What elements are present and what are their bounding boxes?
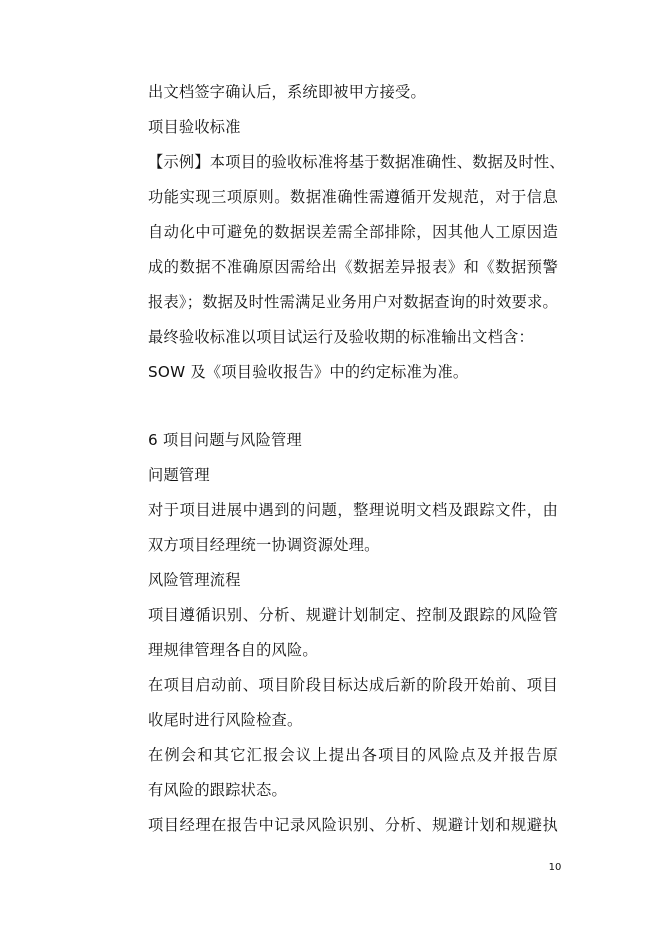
paragraph-line: 成的数据不准确原因需给出《数据差异报表》和《数据预警 (148, 258, 558, 276)
paragraph-line: 理规律管理各自的风险。 (148, 641, 318, 659)
paragraph-line: 功能实现三项原则。数据准确性需遵循开发规范，对于信息 (148, 188, 558, 206)
section-heading: 风险管理流程 (148, 571, 241, 589)
paragraph-line: 在项目启动前、项目阶段目标达成后新的阶段开始前、项目 (148, 676, 558, 694)
paragraph-line: 有风险的跟踪状态。 (148, 781, 287, 799)
paragraph-line: 在例会和其它汇报会议上提出各项目的风险点及并报告原 (148, 746, 558, 764)
paragraph-line: 报表》；数据及时性需满足业务用户对数据查询的时效要求。 (148, 293, 558, 311)
page-number: 10 (548, 862, 562, 873)
paragraph-line: 项目经理在报告中记录风险识别、分析、规避计划和规避执 (148, 816, 558, 834)
paragraph-line: 最终验收标准以项目试运行及验收期的标准输出文档含： (148, 328, 534, 346)
paragraph-line: 自动化中可避免的数据误差需全部排除，因其他人工原因造 (148, 223, 558, 241)
paragraph-line: 项目遵循识别、分析、规避计划制定、控制及跟踪的风险管 (148, 606, 558, 624)
paragraph-line: 对于项目进展中遇到的问题，整理说明文档及跟踪文件，由 (148, 501, 558, 519)
paragraph-line: 【示例】本项目的验收标准将基于数据准确性、数据及时性、 (148, 153, 565, 171)
paragraph-line: 双方项目经理统一协调资源处理。 (148, 536, 380, 554)
paragraph-line: 收尾时进行风险检查。 (148, 711, 303, 729)
chapter-heading: 6 项目问题与风险管理 (148, 431, 302, 449)
section-heading: 问题管理 (148, 466, 210, 484)
paragraph-line: 出文档签字确认后，系统即被甲方接受。 (148, 83, 426, 101)
paragraph-line: SOW 及《项目验收报告》中的约定标准为准。 (148, 363, 469, 381)
section-heading: 项目验收标准 (148, 118, 241, 136)
